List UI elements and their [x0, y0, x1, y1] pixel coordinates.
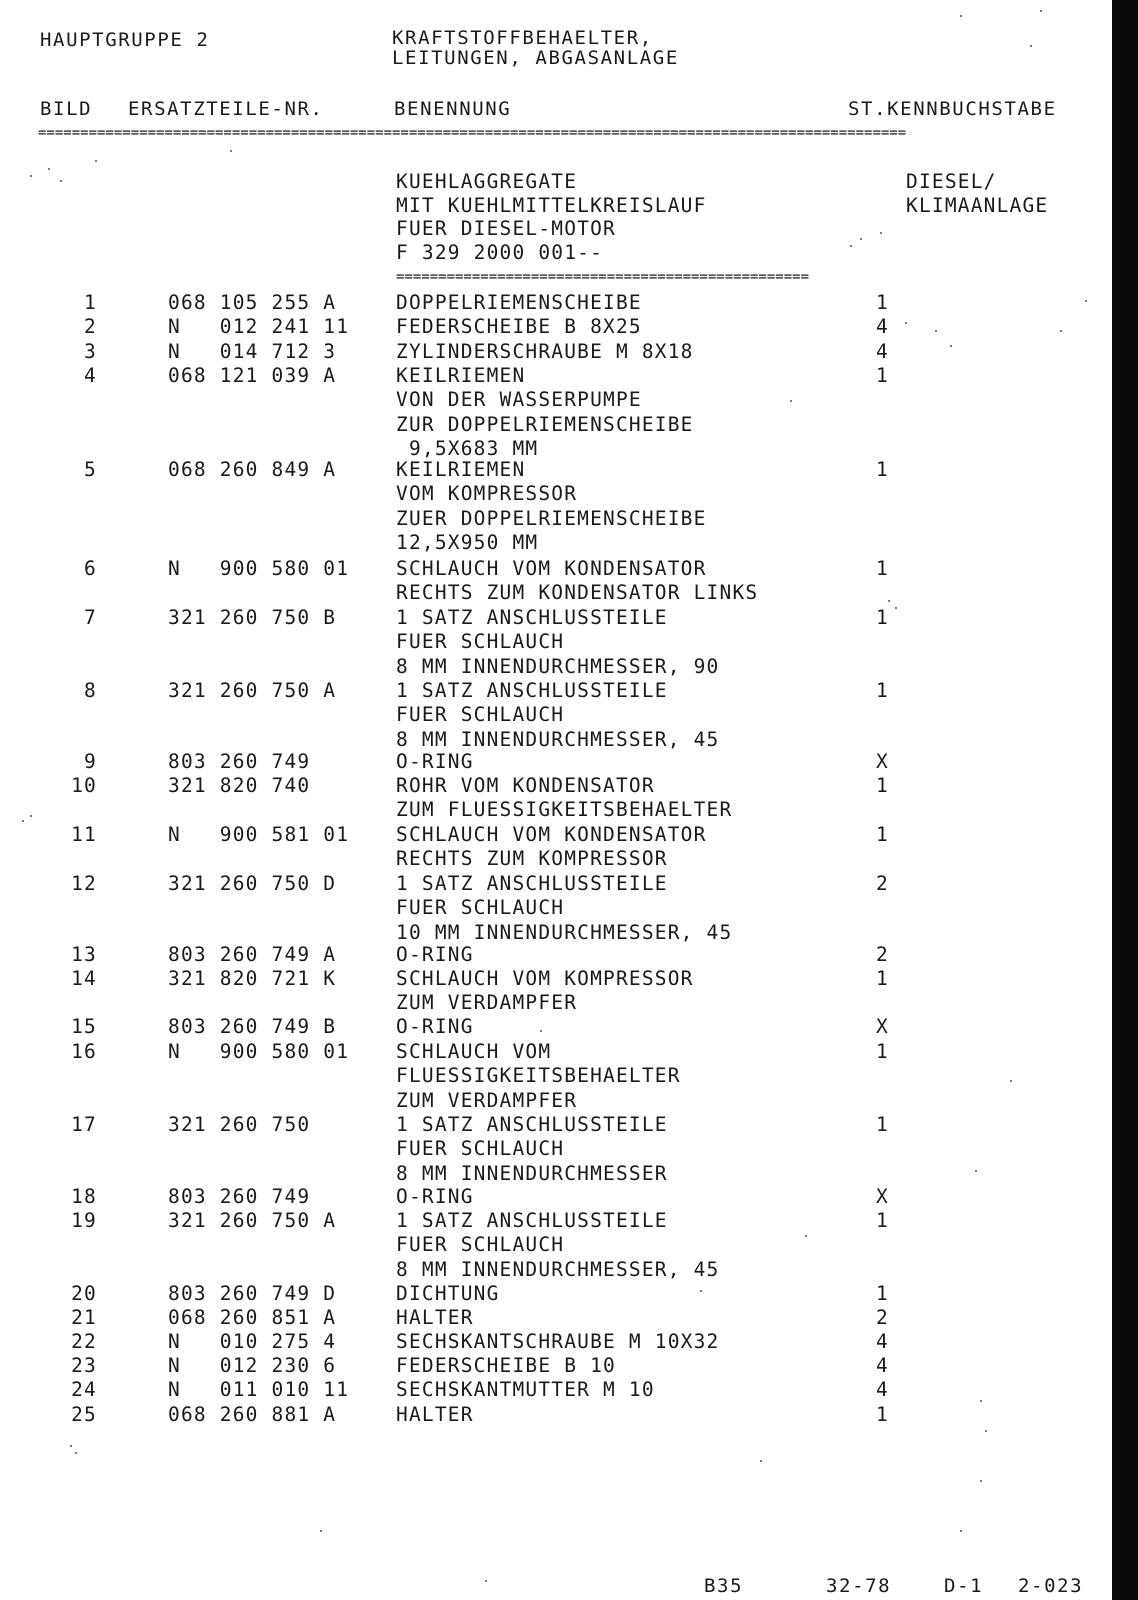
scan-speck: [960, 1530, 962, 1532]
row-quantity: 4: [876, 340, 889, 363]
section-line: MIT KUEHLMITTELKREISLAUF: [396, 193, 707, 217]
row-description-line: 10 MM INNENDURCHMESSER, 45: [396, 920, 733, 944]
row-description-line: 9,5X683 MM: [396, 436, 539, 460]
section-line: F 329 2000 001--: [396, 240, 604, 264]
row-quantity: 1: [876, 1403, 889, 1426]
row-description-line: HALTER: [396, 1306, 474, 1329]
row-bild-number: 25: [71, 1403, 97, 1426]
row-bild-number: 15: [71, 1015, 97, 1038]
row-part-number: 803 260 749 D: [168, 1282, 337, 1305]
row-quantity: 1: [876, 1040, 889, 1063]
row-description-line: ZUR DOPPELRIEMENSCHEIBE: [396, 412, 694, 436]
group-label: HAUPTGRUPPE 2: [40, 29, 210, 51]
scan-speck: [60, 180, 62, 182]
row-bild-number: 23: [71, 1354, 97, 1377]
scan-speck: [975, 1170, 977, 1172]
row-bild-number: 2: [84, 315, 97, 338]
row-part-number: N 012 230 6: [168, 1354, 337, 1377]
section-line: FUER DIESEL-MOTOR: [396, 217, 616, 240]
row-description-line: ZUM VERDAMPFER: [396, 991, 578, 1015]
row-quantity: 4: [876, 1330, 889, 1353]
row-description-line: 8 MM INNENDURCHMESSER, 90: [396, 654, 720, 678]
scan-speck: [760, 1460, 762, 1462]
row-description-line: VOM KOMPRESSOR: [396, 482, 578, 506]
row-part-number: 803 260 749 A: [168, 943, 337, 966]
scan-speck: [850, 245, 852, 247]
row-description-line: 1 SATZ ANSCHLUSSTEILE: [396, 679, 668, 702]
row-description-line: 1 SATZ ANSCHLUSSTEILE: [396, 606, 668, 629]
section-line: KUEHLAGGREGATE: [396, 170, 578, 193]
row-description-line: FUER SCHLAUCH: [396, 630, 565, 654]
group-title-line2: LEITUNGEN, ABGASANLAGE: [392, 47, 679, 69]
row-part-number: 321 260 750 A: [168, 1209, 337, 1232]
row-bild-number: 21: [71, 1306, 97, 1329]
row-quantity: 1: [876, 606, 889, 629]
section-note-line: KLIMAANLAGE: [906, 193, 1049, 217]
row-bild-number: 9: [84, 750, 97, 773]
column-header-part-number: ERSATZTEILE-NR.: [128, 98, 324, 120]
row-part-number: 803 260 749: [168, 1185, 311, 1208]
scan-speck: [905, 322, 907, 324]
row-bild-number: 10: [71, 774, 97, 797]
row-description-line: 8 MM INNENDURCHMESSER, 45: [396, 1257, 720, 1281]
row-part-number: 321 260 750: [168, 1113, 311, 1136]
scan-speck: [230, 150, 232, 152]
row-description-line: SCHLAUCH VOM KONDENSATOR: [396, 823, 707, 846]
scan-speck: [48, 168, 50, 170]
scan-speck: [30, 175, 32, 177]
row-part-number: N 012 241 11: [168, 315, 350, 338]
scan-speck: [790, 400, 792, 402]
row-description-line: FEDERSCHEIBE B 8X25: [396, 315, 642, 338]
group-title-line1: KRAFTSTOFFBEHAELTER,: [392, 27, 653, 49]
row-part-number: N 010 275 4: [168, 1330, 337, 1353]
row-part-number: 321 260 750 B: [168, 606, 337, 629]
row-description-line: SCHLAUCH VOM KONDENSATOR: [396, 557, 707, 580]
section-note-line: DIESEL/: [906, 170, 997, 193]
row-part-number: N 900 580 01: [168, 1040, 350, 1063]
row-part-number: 321 260 750 D: [168, 872, 337, 895]
row-bild-number: 22: [71, 1330, 97, 1353]
row-part-number: 068 260 881 A: [168, 1403, 337, 1426]
row-bild-number: 11: [71, 823, 97, 846]
row-description-line: SCHLAUCH VOM: [396, 1040, 552, 1063]
row-description-line: ROHR VOM KONDENSATOR: [396, 774, 655, 797]
scan-speck: [1040, 10, 1042, 12]
row-bild-number: 12: [71, 872, 97, 895]
row-part-number: N 900 581 01: [168, 823, 350, 846]
row-description-line: SECHSKANTSCHRAUBE M 10X32: [396, 1330, 720, 1353]
row-description-line: FLUESSIGKEITSBEHAELTER: [396, 1064, 681, 1088]
row-bild-number: 7: [84, 606, 97, 629]
scan-speck: [22, 820, 24, 822]
row-description-line: KEILRIEMEN: [396, 458, 526, 481]
column-header-qty-code: ST.KENNBUCHSTABE: [848, 98, 1057, 120]
row-description-line: ZUER DOPPELRIEMENSCHEIBE: [396, 506, 707, 530]
row-part-number: 803 260 749: [168, 750, 311, 773]
scan-speck: [1085, 300, 1087, 302]
scan-speck: [1010, 1080, 1012, 1082]
row-description-line: SECHSKANTMUTTER M 10: [396, 1378, 655, 1401]
footer-code-1: B35: [704, 1575, 744, 1597]
row-quantity: 2: [876, 1306, 889, 1329]
row-description-line: 1 SATZ ANSCHLUSSTEILE: [396, 1113, 668, 1136]
row-quantity: 4: [876, 1354, 889, 1377]
scan-speck: [960, 15, 962, 17]
row-bild-number: 20: [71, 1282, 97, 1305]
row-quantity: 1: [876, 364, 889, 387]
row-description-line: RECHTS ZUM KOMPRESSOR: [396, 847, 668, 871]
scan-speck: [95, 160, 97, 162]
scan-edge-bar: [1112, 0, 1138, 1600]
scan-speck: [700, 1290, 702, 1292]
footer-code-2: 32-78: [826, 1575, 892, 1597]
row-description-line: O-RING: [396, 943, 474, 966]
row-description-line: DICHTUNG: [396, 1282, 500, 1305]
scan-speck: [1030, 45, 1032, 47]
row-bild-number: 18: [71, 1185, 97, 1208]
section-rule: =================================================: [396, 270, 810, 284]
row-quantity: 4: [876, 315, 889, 338]
row-description-line: ZYLINDERSCHRAUBE M 8X18: [396, 340, 694, 363]
column-header-name: BENENNUNG: [394, 98, 512, 120]
scan-speck: [980, 1480, 982, 1482]
scan-speck: [75, 1452, 77, 1454]
row-description-line: 12,5X950 MM: [396, 530, 539, 554]
row-quantity: X: [876, 750, 889, 773]
row-quantity: 1: [876, 1282, 889, 1305]
row-bild-number: 16: [71, 1040, 97, 1063]
scan-speck: [805, 1235, 807, 1237]
column-header-bild: BILD: [40, 98, 93, 120]
row-part-number: 068 121 039 A: [168, 364, 337, 387]
row-bild-number: 17: [71, 1113, 97, 1136]
scan-speck: [985, 1430, 987, 1432]
scan-speck: [950, 345, 952, 347]
row-description-line: 1 SATZ ANSCHLUSSTEILE: [396, 1209, 668, 1232]
row-bild-number: 24: [71, 1378, 97, 1401]
row-part-number: 321 820 740: [168, 774, 311, 797]
row-description-line: ZUM VERDAMPFER: [396, 1088, 578, 1112]
row-part-number: 068 105 255 A: [168, 291, 337, 314]
scan-speck: [895, 607, 897, 609]
row-description-line: FUER SCHLAUCH: [396, 703, 565, 727]
row-bild-number: 4: [84, 364, 97, 387]
row-quantity: 2: [876, 943, 889, 966]
row-part-number: 068 260 849 A: [168, 458, 337, 481]
row-description-line: 8 MM INNENDURCHMESSER: [396, 1161, 668, 1185]
row-description-line: 8 MM INNENDURCHMESSER, 45: [396, 727, 720, 751]
row-description-line: 1 SATZ ANSCHLUSSTEILE: [396, 872, 668, 895]
row-bild-number: 3: [84, 340, 97, 363]
row-bild-number: 5: [84, 458, 97, 481]
scan-speck: [30, 815, 32, 817]
row-quantity: 1: [876, 1113, 889, 1136]
scan-speck: [70, 1445, 72, 1447]
row-part-number: 321 820 721 K: [168, 967, 337, 990]
footer-code-3: D-1: [944, 1575, 984, 1597]
row-part-number: 068 260 851 A: [168, 1306, 337, 1329]
row-bild-number: 14: [71, 967, 97, 990]
row-description-line: FEDERSCHEIBE B 10: [396, 1354, 616, 1377]
row-description-line: O-RING: [396, 750, 474, 773]
header-double-rule: =======================================================================================================: [38, 126, 907, 140]
scan-speck: [888, 600, 890, 602]
row-description-line: O-RING: [396, 1185, 474, 1208]
row-quantity: 1: [876, 967, 889, 990]
row-quantity: 1: [876, 557, 889, 580]
row-description-line: FUER SCHLAUCH: [396, 1137, 565, 1161]
scan-speck: [980, 1400, 982, 1402]
scan-speck: [1060, 330, 1062, 332]
footer-page-number: 2-023: [1018, 1575, 1084, 1597]
row-bild-number: 13: [71, 943, 97, 966]
row-bild-number: 1: [84, 291, 97, 314]
row-bild-number: 8: [84, 679, 97, 702]
row-quantity: X: [876, 1185, 889, 1208]
row-description-line: O-RING: [396, 1015, 474, 1038]
row-description-line: RECHTS ZUM KONDENSATOR LINKS: [396, 581, 759, 605]
row-bild-number: 6: [84, 557, 97, 580]
row-quantity: 4: [876, 1378, 889, 1401]
scan-speck: [485, 1580, 487, 1582]
row-quantity: 1: [876, 823, 889, 846]
row-description-line: KEILRIEMEN: [396, 364, 526, 387]
row-part-number: 321 260 750 A: [168, 679, 337, 702]
scan-speck: [860, 238, 862, 240]
scan-speck: [935, 330, 937, 332]
row-description-line: ZUM FLUESSIGKEITSBEHAELTER: [396, 798, 733, 822]
scan-speck: [540, 1030, 542, 1032]
row-quantity: 1: [876, 774, 889, 797]
row-part-number: N 900 580 01: [168, 557, 350, 580]
row-description-line: DOPPELRIEMENSCHEIBE: [396, 291, 642, 314]
row-part-number: N 011 010 11: [168, 1378, 350, 1401]
row-quantity: 1: [876, 1209, 889, 1232]
row-quantity: 2: [876, 872, 889, 895]
row-description-line: FUER SCHLAUCH: [396, 1233, 565, 1257]
row-bild-number: 19: [71, 1209, 97, 1232]
row-description-line: VON DER WASSERPUMPE: [396, 388, 642, 412]
row-part-number: N 014 712 3: [168, 340, 337, 363]
scan-speck: [320, 1530, 322, 1532]
row-description-line: HALTER: [396, 1403, 474, 1426]
row-quantity: X: [876, 1015, 889, 1038]
row-part-number: 803 260 749 B: [168, 1015, 337, 1038]
row-quantity: 1: [876, 679, 889, 702]
row-quantity: 1: [876, 458, 889, 481]
scan-speck: [880, 232, 882, 234]
row-description-line: FUER SCHLAUCH: [396, 896, 565, 920]
row-quantity: 1: [876, 291, 889, 314]
row-description-line: SCHLAUCH VOM KOMPRESSOR: [396, 967, 694, 990]
